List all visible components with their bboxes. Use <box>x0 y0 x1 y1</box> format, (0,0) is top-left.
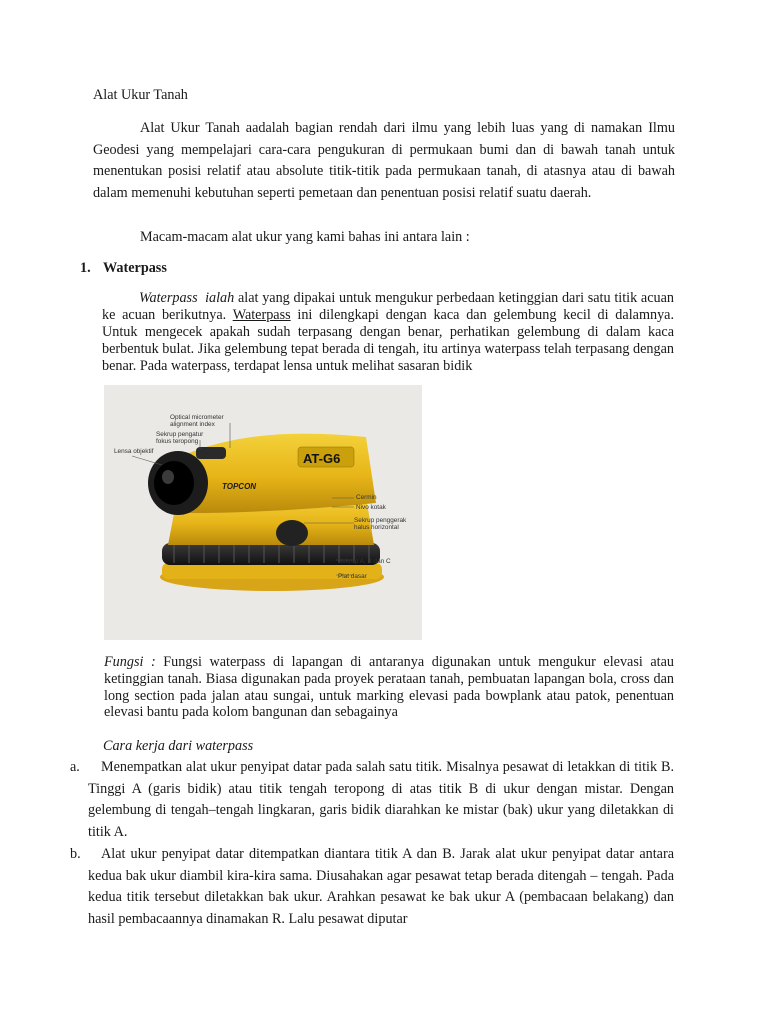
label-sekrup-penggerak-1: Sekrup penggerak <box>354 517 407 524</box>
list-item <box>70 844 674 931</box>
waterpass-figure <box>104 385 422 640</box>
list-item <box>70 757 674 844</box>
objective-lens <box>154 461 194 505</box>
cara-kerja-title: Cara kerja dari waterpass <box>103 738 254 754</box>
waterpass-term-verb: ialah <box>205 290 235 306</box>
label-lensa-objektif: Lensa objektif <box>114 448 154 455</box>
list-item-text: Alat ukur penyipat datar ditempatkan diantara titik A dan B. Jarak alat ukur penyipat datar antara kedua bak ukur diambil kira-kira sama. Diusahakan agar pesawat tetap berada ditengah – tengah. Pada kedua titik tersebut diletakkan bak ukur. Arahkan pesawat ke bak ukur A (pembacaan belakang) dan hasil pembacaannya dinamakan R. Lalu pesawat diputar <box>88 845 674 927</box>
intro-text: Alat Ukur Tanah aadalah bagian rendah dari ilmu yang lebih luas yang di namakan Ilmu Geodesi yang mempelajari cara-cara pengukuran di permukaan bumi dan di bawah tanah untuk menentukan posisi relatif atau absolute titik-titik pada permukaan tanah, di atasnya atau di bawah dalam memenuhi kebutuhan seperti pemetaan dan penentuan posisi relatif suatu daerah. <box>93 120 675 201</box>
label-sekrup-abc: Sekrup A, B dan C <box>338 558 391 565</box>
waterpass-term: Waterpass <box>139 290 198 306</box>
label-optical-micrometer-2: alignment index <box>170 421 215 428</box>
telescope-body <box>184 434 376 513</box>
label-sekrup-penggerak-2: halus horizontal <box>354 524 399 531</box>
fungsi-paragraph <box>104 654 674 721</box>
label-plat-dasar: Plat dasar <box>338 573 367 580</box>
label-cermin: Cermin <box>356 494 377 501</box>
list-intro: Macam-macam alat ukur yang kami bahas ini antara lain : <box>140 229 470 245</box>
list-marker: b. <box>70 845 81 862</box>
label-sekrup-fokus-2: fokus teropong <box>156 438 199 445</box>
model-label: AT-G6 <box>303 451 341 466</box>
section-heading-text: Waterpass <box>103 260 167 276</box>
waterpass-paragraph <box>102 290 674 375</box>
fungsi-label: Fungsi : <box>104 654 156 670</box>
label-sekrup-fokus-1: Sekrup pengatur <box>156 431 204 438</box>
waterpass-underlined: Waterpass <box>232 307 291 323</box>
label-nivo-kotak: Nivo kotak <box>356 504 386 511</box>
section-heading-waterpass <box>80 260 167 277</box>
document-title: Alat Ukur Tanah <box>93 87 188 103</box>
cara-kerja-list <box>70 757 674 931</box>
fungsi-text: Fungsi waterpass di lapangan di antaranya digunakan untuk mengukur elevasi atau ketinggian tanah. Biasa digunakan pada proyek perataan tanah, pembuatan lapangan bola, cross dan long section pada jalan atau sungai, untuk marking elevasi pada bowplank atau patok, penentuan elevasi bantu pada kolom bangunan dan sebagainya <box>104 654 675 721</box>
intro-paragraph <box>93 118 675 204</box>
list-marker: a. <box>70 759 80 775</box>
focus-knob <box>196 447 226 459</box>
automatic-level-illustration <box>104 385 422 640</box>
brand-label: TOPCON <box>222 482 257 491</box>
waterpass-text-a: alat yang dipakai untuk mengukur perbedaan ketinggian dari satu titik acuan ke acuan berikutnya. <box>102 290 675 323</box>
section-number: 1. <box>80 260 91 276</box>
list-item-text: Menempatkan alat ukur penyipat datar pada salah satu titik. Misalnya pesawat di letakkan di titik B. Tinggi A (garis bidik) atau titik tengah teropong di atas titik B di ukur dengan mistar. Dengan gelembung di tengah–tengah lingkaran, garis bidik diarahkan ke mistar (bak) ukur yang diletakkan di titik A. <box>88 759 674 841</box>
waterpass-text-b: ini dilengkapi dengan kaca dan gelembung kecil di dalamnya. Untuk mengecek apakah sudah terpasang dengan benar, perhatikan gelembung di dalam kaca berbentuk bulat. Jika gelembung tepat berada di tengah, itu artinya waterpass telah terpasang dengan benar. Pada waterpass, terdapat lensa untuk melihat sasaran bidik <box>102 307 675 374</box>
fine-motion-knob <box>276 520 308 546</box>
label-optical-micrometer-1: Optical micrometer <box>170 414 224 421</box>
